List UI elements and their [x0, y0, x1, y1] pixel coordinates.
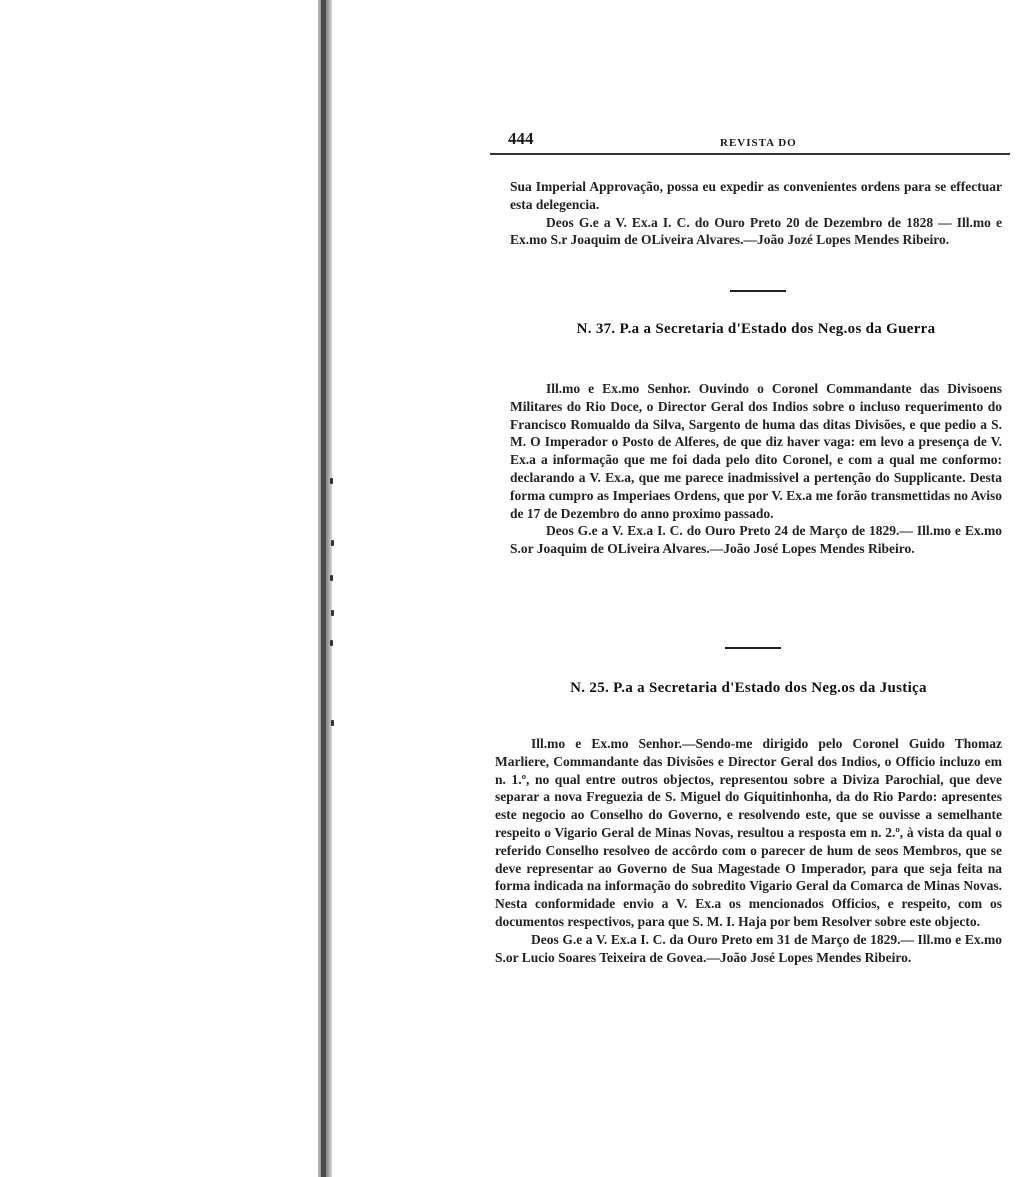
document-page	[490, 125, 1010, 965]
section-37-paragraph: Ill.mo e Ex.mo Senhor. Ouvindo o Coronel Commandante das Divisoens Militares do Rio Doce, o Director Geral dos Indios sobre o incluso requerimento do Francisco Romualdo da Silva, Sargento de huma das ditas Divisões, e que pedio a S. M. O Imperador o Posto de Alferes, de que diz haver vaga: em levo a presença de V. Ex.a a informação que me foi dada pelo dito Coronel, e com a qual me conformo: declarando a V. Ex.a, que me parece inadmissivel a pertenção do Supplicante. Desta forma cumpro as Imperiaes Ordens, que por V. Ex.a me forão transmettidas no Aviso de 17 de Dezembro do anno proximo passado.	[510, 381, 1002, 521]
intro-signature: Deos G.e a V. Ex.a I. C. do Ouro Preto 20 de Dezembro de 1828 — Ill.mo e Ex.mo S.r Joaquim de OLiveira Alvares.—João Jozé Lopes Mendes Ribeiro.	[510, 214, 1002, 248]
section-divider	[730, 290, 786, 292]
section-25-body	[495, 735, 1002, 966]
scan-speck	[330, 640, 333, 646]
left-margin-blank	[0, 0, 318, 1177]
section-25-paragraph: Ill.mo e Ex.mo Senhor.—Sendo-me dirigido pelo Coronel Guido Thomaz Marliere, Commandante das Divisões e Director Geral dos Indios, o Officio incluzo em n. 1.º, no qual entre outros objectos, representou sobre a Diviza Parochial, que deve separar a nova Freguezia de S. Miguel do Giquitinhonha, da do Rio Pardo: apresentes este negocio ao Conselho do Governo, e resolvendo este, que se ouvisse a semelhante respeito o Vigario Geral de Minas Novas, resultou a resposta em n. 2.º, à vista da qual o referido Conselho resolveo de accôrdo com o parecer de hum de seos Membros, que se deve representar ao Governo de Sua Magestade O Imperador, para que seja feita na forma indicada na informação do sobredito Vigario Geral da Comarca de Minas Novas. Nesta conformidade envio a V. Ex.a os mencionados Officios, e respeito, com os documentos respectivos, para que S. M. I. Haja por bem Resolver sobre este objecto.	[495, 736, 1002, 929]
scan-speck	[331, 610, 334, 616]
section-divider	[725, 647, 781, 649]
page-number: 444	[508, 129, 534, 148]
scan-speck	[331, 540, 334, 546]
section-25-signature: Deos G.e a V. Ex.a I. C. da Ouro Preto em 31 de Março de 1829.— Ill.mo e Ex.mo S.or Lucio Soares Teixeira de Govea.—João José Lopes Mendes Ribeiro.	[495, 931, 1002, 965]
section-37-body	[510, 380, 1002, 558]
section-37-signature: Deos G.e a V. Ex.a I. C. do Ouro Preto 24 de Março de 1829.— Ill.mo e Ex.mo S.or Joaquim de OLiveira Alvares.—João José Lopes Mendes Ribeiro.	[510, 523, 1002, 557]
scan-speck	[330, 478, 333, 484]
section-37-heading: N. 37. P.a a Secretaria d'Estado dos Neg.os da Guerra	[576, 321, 936, 337]
section-25-heading: N. 25. P.a a Secretaria d'Estado dos Neg.os da Justiça	[570, 680, 927, 696]
running-title: REVISTA DO	[720, 137, 797, 149]
book-spine-edge	[321, 0, 326, 1177]
scan-speck	[331, 720, 334, 726]
running-head	[490, 125, 1010, 155]
intro-block	[510, 178, 1002, 249]
scan-speck	[330, 575, 333, 581]
intro-paragraph: Sua Imperial Approvação, possa eu expedir as convenientes ordens para se effectuar esta delegencia.	[510, 179, 1002, 212]
